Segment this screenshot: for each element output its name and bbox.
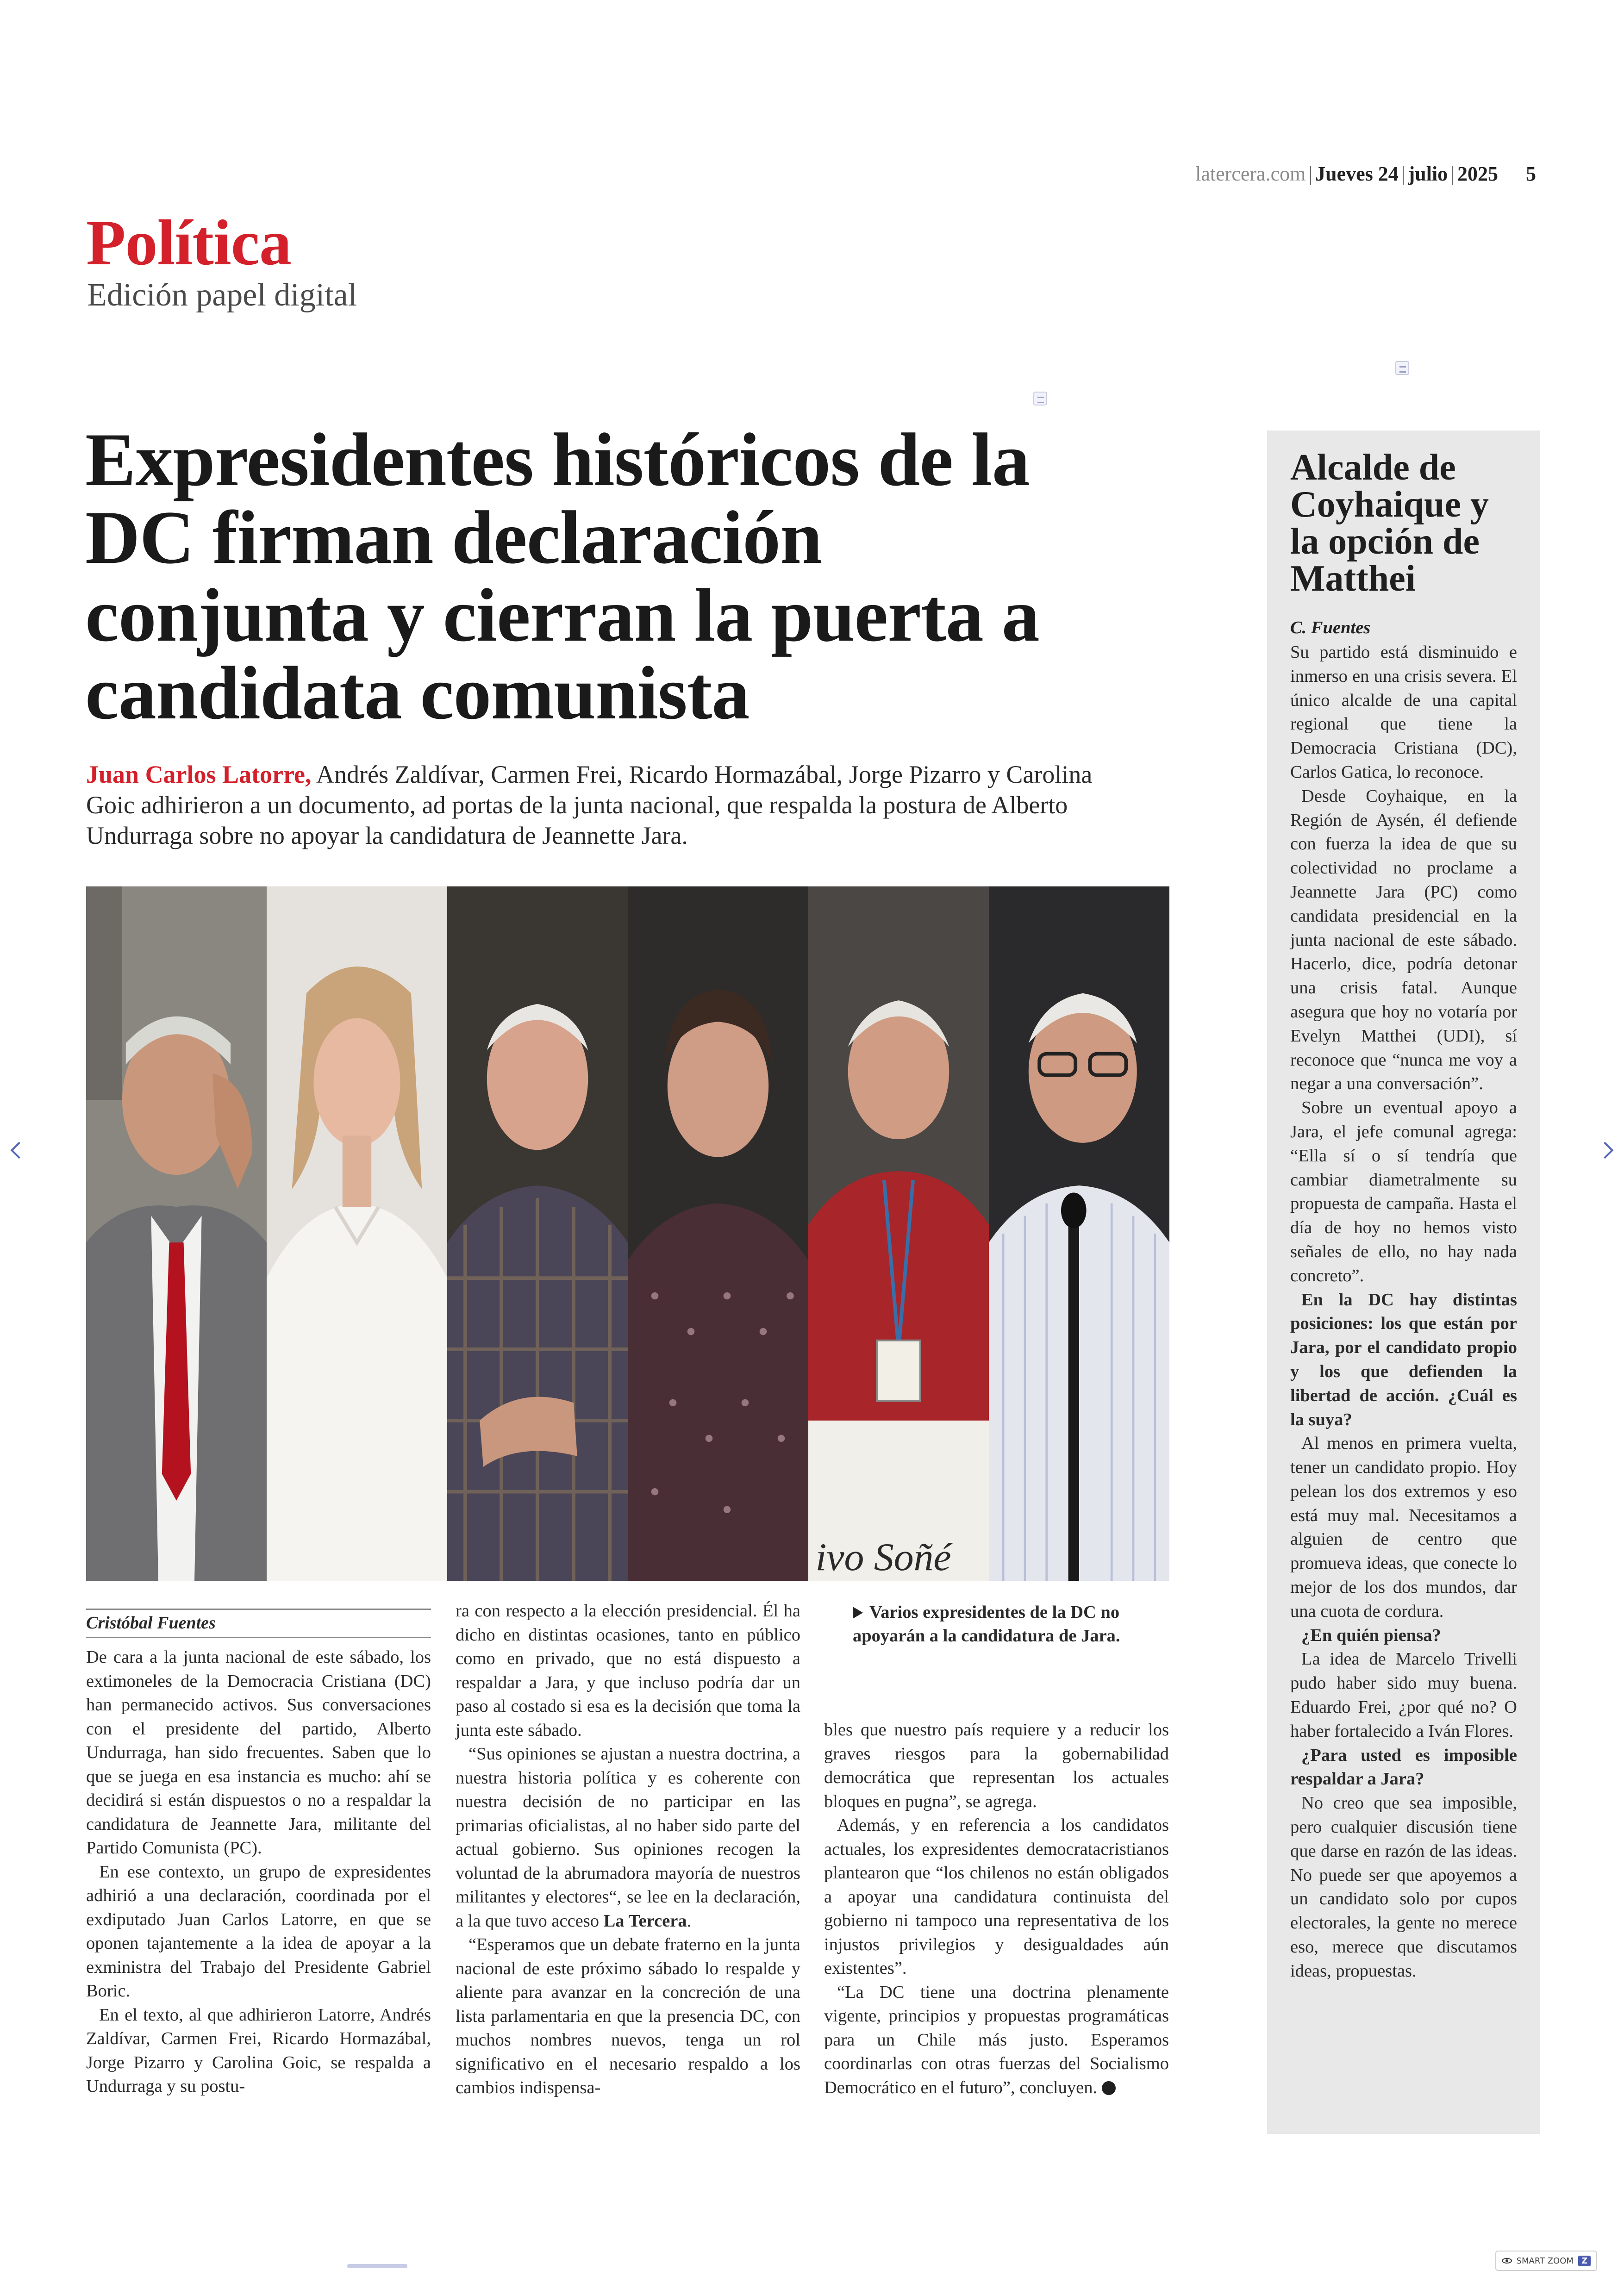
- sidebar-interview: [1267, 430, 1540, 2134]
- page-scrollbar[interactable]: [347, 2264, 407, 2268]
- sidebar-byline: C. Fuentes: [1290, 618, 1371, 637]
- masthead-year: 2025: [1457, 162, 1498, 185]
- body-paragraph: bles que nuestro país requiere y a reducir los graves riesgos para la gobernabilidad democrática que representan los actuales bloques en pugna”, se agrega.: [824, 1720, 1169, 1811]
- interview-paragraph: Desde Coyhaique, en la Región de Aysén, él defiende con fuerza la idea de que su colectividad no proclame a Jeannette Jara (PC) como candidata presidencial en la junta nacional de este sábado. Hacerlo, dice, podría detonar una crisis fatal. Aunque asegura que hoy no votaría por Evelyn Matthei (UDI), sí reconoce que “nunca me voy a negar a una conversación”.: [1290, 786, 1517, 1094]
- sidebar-title: Alcalde de Coyhaique y la opción de Matthei: [1290, 447, 1489, 599]
- body-paragraph: De cara a la junta nacional de este sábado, los extimoneles de la Democracia Cristiana (DC) han permanecido activos. Sus conversaciones con el presidente del partido, Alberto Undurraga, han sido frecuentes. Saben que lo que se juega en esa instancia es mucho: ahí se decidirá si están dispuestos o no a respaldar la candidatura de Jeannette Jara, militante del Partido Comunista (PC).: [86, 1647, 431, 1858]
- end-of-article-icon: [1102, 2081, 1116, 2095]
- body-paragraph: “Sus opiniones se ajustan a nuestra doctrina, a nuestra historia política y es coherente con nuestra decisión de no participar en las primarias oficialistas, al no haber sido parte del actual gobierno. Sus opiniones recogen la voluntad de la abrumadora mayoría de nuestros militantes y electores“, se lee en la declaración, a la que tuvo acceso La Tercera.: [456, 1744, 800, 1931]
- article-headline: Expresidentes históricos de la DC firman declaración conjunta y cierran la puerta a candidata comunista: [85, 418, 1039, 735]
- interview-paragraph: Al menos en primera vuelta, tener un candidato propio. Hoy pelean los dos extremos y eso está muy mal. Necesitamos a alguien de centro que promueva ideas, que conecte lo mejor de los dos mundos, dar una cuota de cordura.: [1290, 1434, 1517, 1621]
- annotation-marker-icon[interactable]: [1033, 392, 1047, 405]
- article-column-2: [456, 1599, 800, 2100]
- annotation-marker-icon[interactable]: [1395, 361, 1409, 375]
- portrait-photo-1: [86, 886, 267, 1581]
- photo-caption: Varios expresidentes de la DC no apoyarán a la candidatura de Jara.: [853, 1603, 1120, 1646]
- previous-page-chevron-icon[interactable]: [5, 1139, 28, 1162]
- portrait-photo-5: [808, 886, 989, 1581]
- portrait-photo-4: [628, 886, 808, 1581]
- body-paragraph: “Esperamos que un debate fraterno en la junta nacional de este próximo sábado lo respalde y aliente para avanzar en la concreción de una lista parlamentaria en que la presencia DC, con muchos nombres nuevos, tenga un rol significativo en el necesario respaldo a los cambios indispensa-: [456, 1935, 800, 2097]
- caption-arrow-icon: [853, 1607, 863, 1619]
- lead-text: Andrés Zaldívar, Carmen Frei, Ricardo Hormazábal, Jorge Pizarro y Carolina Goic adhirieron a un documento, ad portas de la junta nacional, que respalda la postura de Alberto Undurraga sobre no apoyar la candidatura de Jeannette Jara.: [86, 761, 1093, 849]
- newspaper-name: La Tercera: [603, 1911, 687, 1931]
- body-paragraph: Además, y en referencia a los candidatos actuales, los expresidentes democratacristianos plantearon que “los chilenos no están obligados a apoyar una candidatura continuista del gobierno ni tampoco una representativa de los injustos privilegios y desigualdades aún existentes”.: [824, 1815, 1169, 1978]
- page-number: 5: [1526, 162, 1536, 185]
- body-paragraph: “La DC tiene una doctrina plenamente vigente, principios y propuestas programáticas para un Chile más justo. Esperamos coordinarlas con otras fuerzas del Socialismo Democrático en el futuro”, concluyen.: [824, 1982, 1169, 2097]
- article-byline: Cristóbal Fuentes: [86, 1609, 431, 1638]
- interview-paragraph: Sobre un eventual apoyo a Jara, el jefe comunal agrega: “Ella sí o sí tendría que cambiar diametralmente su propuesta de campaña. Hasta el día de hoy no hemos visto señales de ello, no hay nada concreto”.: [1290, 1098, 1517, 1285]
- photo-backdrop-text: ivo Soñé: [815, 1535, 951, 1579]
- masthead-weekday: Jueves 24: [1315, 162, 1399, 185]
- photo-collage: [86, 886, 1169, 1581]
- interview-question: ¿En quién piensa?: [1301, 1625, 1441, 1645]
- site-link[interactable]: latercera.com: [1195, 162, 1306, 185]
- sidebar-body: [1290, 641, 1517, 1983]
- interview-paragraph: No creo que sea imposible, pero cualquier discusión tiene que darse en razón de las ideas. No puede ser que apoyemos a un candidato solo por cupos electorales, la gente no merece eso, merece que discutamos ideas, propuestas.: [1290, 1793, 1517, 1981]
- next-page-chevron-icon[interactable]: [1596, 1139, 1619, 1162]
- interview-question: En la DC hay distintas posiciones: los que están por Jara, por el candidato propio y los que defienden la libertad de acción. ¿Cuál es la suya?: [1290, 1290, 1517, 1429]
- article-lead: [86, 759, 1132, 851]
- eye-icon: [1502, 2258, 1512, 2264]
- body-paragraph: ra con respecto a la elección presidencial. Él ha dicho en distintas ocasiones, tanto en público como en privado, que no está dispuesto a respaldar a Jara, y que incluso podría dar un paso al costado si esa es la decisión que toma la junta este sábado.: [456, 1601, 800, 1740]
- interview-paragraph: Su partido está disminuido e inmerso en una crisis severa. El único alcalde de una capital regional que tiene la Democracia Cristiana (DC), Carlos Gatica, lo reconoce.: [1290, 642, 1517, 782]
- portrait-photo-2: [267, 886, 447, 1581]
- smart-zoom-badge: Z: [1578, 2256, 1591, 2266]
- body-paragraph: En el texto, al que adhirieron Latorre, Andrés Zaldívar, Carmen Frei, Ricardo Hormazábal, Jorge Pizarro y Carolina Goic, se respalda a Undurraga y su postu-: [86, 2005, 431, 2096]
- body-paragraph: En ese contexto, un grupo de expresidentes adhirió a una declaración, coordinada por el exdiputado Juan Carlos Latorre, en que se oponen tajantemente a la idea de apoyar a la exministra del Trabajo del Presidente Gabriel Boric.: [86, 1862, 431, 2001]
- masthead-line: latercera.com | Jueves 24 | julio | 2025 5: [1195, 162, 1536, 185]
- portrait-photo-6: [989, 886, 1169, 1581]
- section-title: Política: [86, 207, 291, 279]
- article-column-1: [86, 1646, 431, 2099]
- interview-paragraph: La idea de Marcelo Trivelli pudo haber sido muy buena. Eduardo Frei, ¿por qué no? O haber fortalecido a Iván Flores.: [1290, 1649, 1517, 1741]
- portrait-photo-3: [447, 886, 628, 1581]
- smart-zoom-label: SMART ZOOM: [1516, 2256, 1574, 2266]
- masthead-month: julio: [1408, 162, 1448, 185]
- article-column-3: [824, 1718, 1169, 2100]
- edition-label: Edición papel digital: [87, 277, 357, 313]
- interview-question: ¿Para usted es imposible respaldar a Jara?: [1290, 1745, 1517, 1789]
- smart-zoom-button[interactable]: [1495, 2251, 1597, 2271]
- lead-highlight-name: Juan Carlos Latorre,: [86, 761, 312, 788]
